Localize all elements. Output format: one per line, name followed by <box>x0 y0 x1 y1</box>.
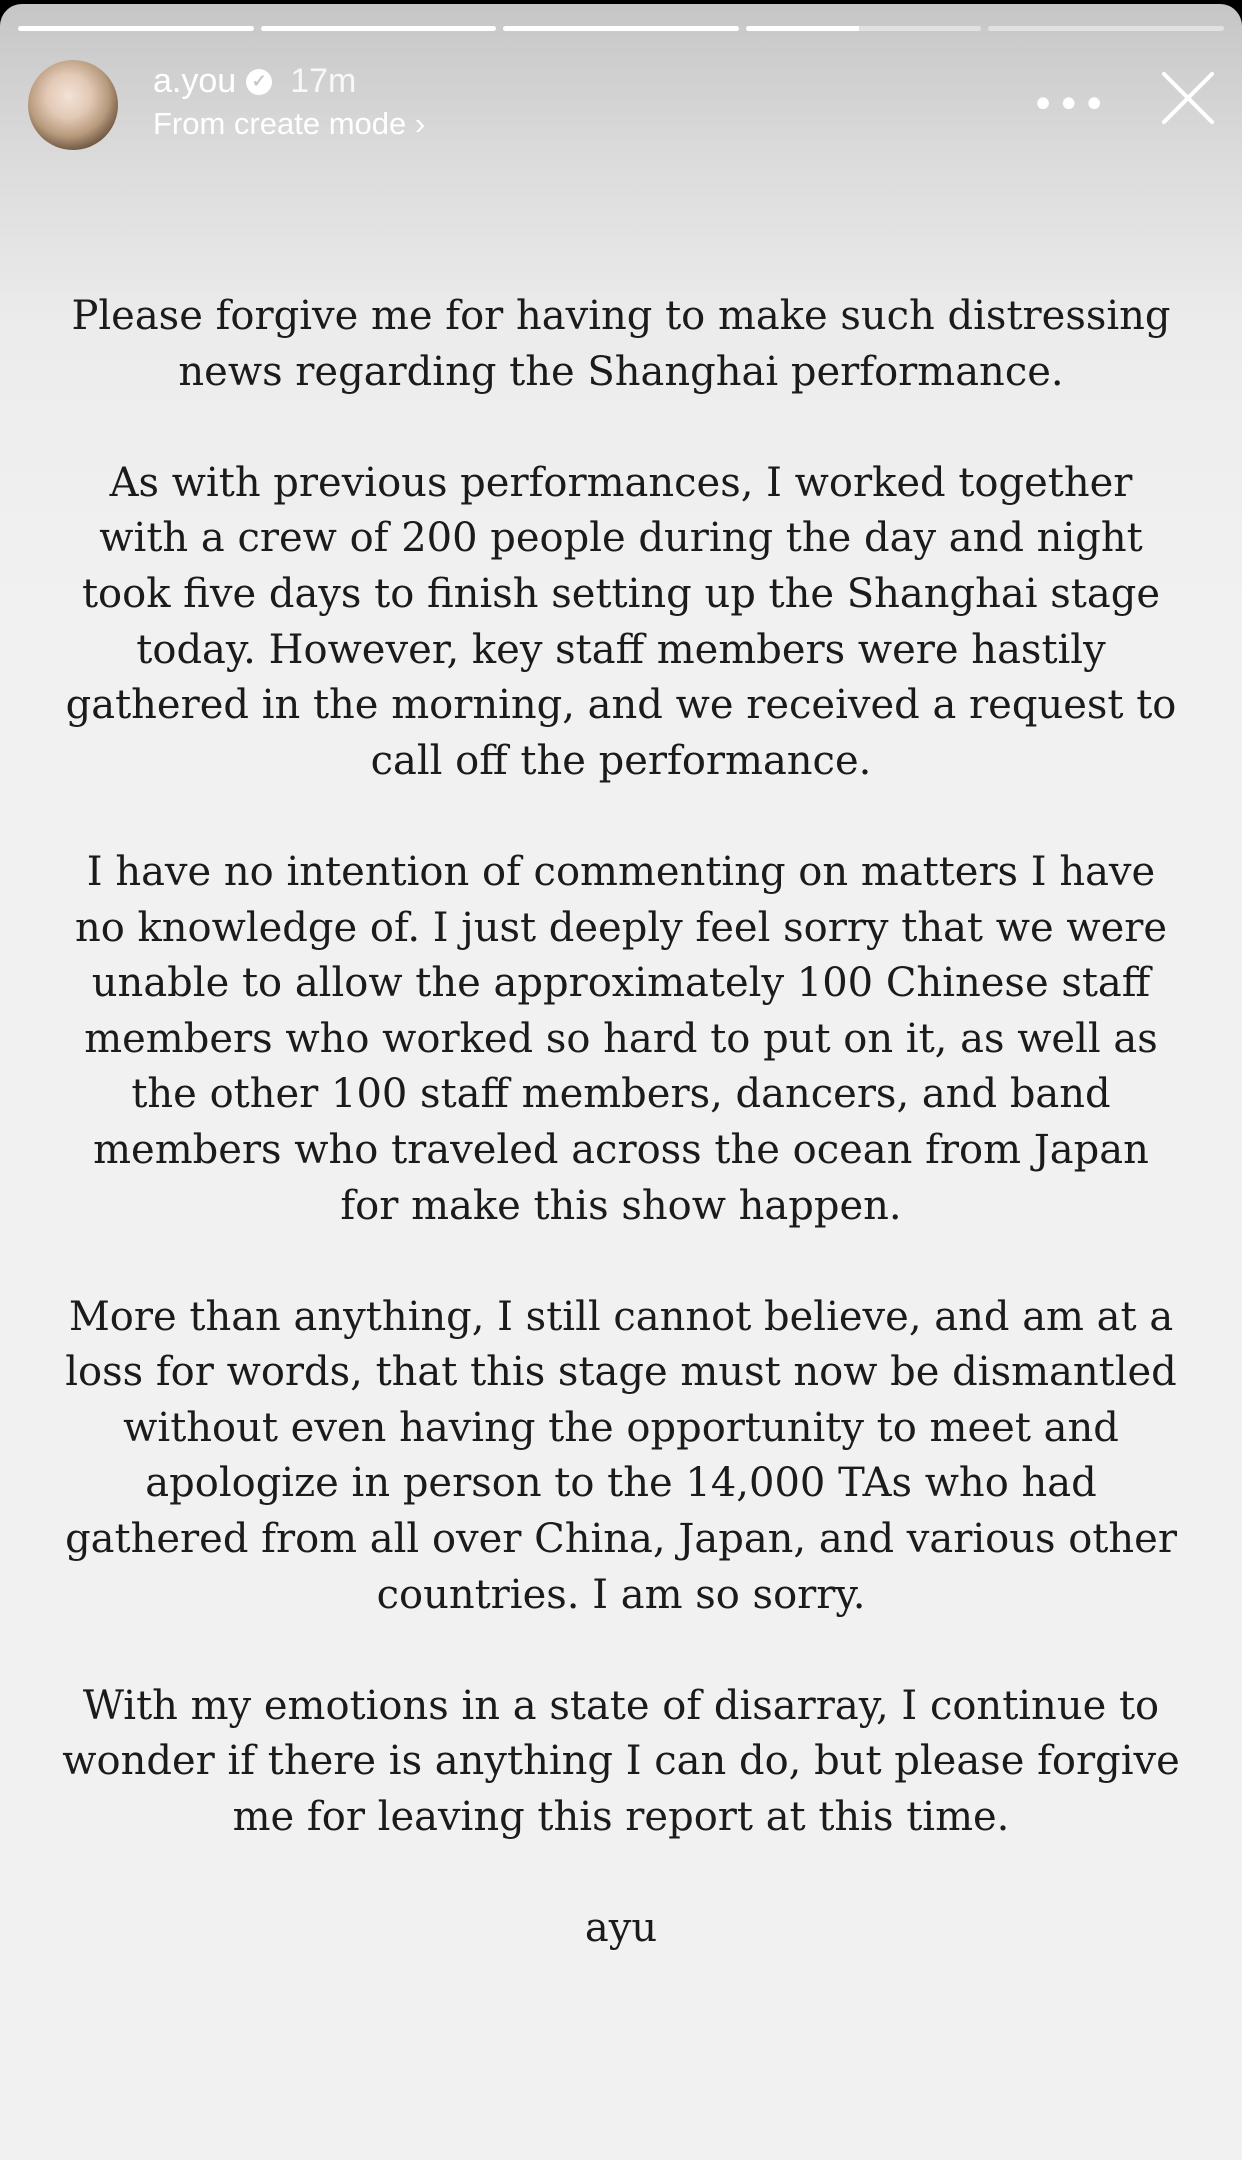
story-progress-bar <box>18 26 1224 31</box>
avatar[interactable] <box>28 60 118 150</box>
paragraph: With my emotions in a state of disarray, I continue to wonder if there is anything I can do, but please forgive me for leaving this report at this time. <box>62 1682 1180 1841</box>
post-time: 17m <box>290 62 357 100</box>
progress-segment <box>503 26 739 31</box>
paragraph: I have no intention of commenting on matters I have no knowledge of. I just deeply feel sorry that we were unable to allow the approximately 100 Chinese staff members who worked so hard to put on it, as well as the other 100 staff members, dancers, and band members who traveled across the ocean from Japan for make this show happen. <box>74 848 1168 1229</box>
story-text <box>60 289 1182 2012</box>
progress-segment <box>261 26 497 31</box>
create-mode-link[interactable]: From create mode › <box>153 106 426 141</box>
paragraph: Please forgive me for having to make such distressing news regarding the Shanghai performance. <box>71 293 1171 395</box>
story-header <box>28 60 1218 150</box>
progress-segment <box>746 26 982 31</box>
signature: ayu <box>584 1905 658 1952</box>
close-icon[interactable] <box>1158 68 1218 128</box>
progress-segment <box>18 26 254 31</box>
progress-segment <box>988 26 1224 31</box>
username[interactable]: a.you <box>153 62 237 100</box>
paragraph: More than anything, I still cannot believe, and am at a loss for words, that this stage must now be dismantled without even having the opportunity to meet and apologize in person to the 14,000 TAs who had gathered from all over China, Japan, and various other countries. I am so sorry. <box>65 1293 1177 1618</box>
more-options-icon[interactable]: ••• <box>1031 82 1108 128</box>
story-viewer[interactable] <box>0 4 1242 2160</box>
paragraph: As with previous performances, I worked together with a crew of 200 people during the day and night took five days to finish setting up the Shanghai stage today. However, key staff members were hastily gathered in the morning, and we received a request to call off the performance. <box>65 459 1177 784</box>
verified-badge-icon: ✓ <box>246 69 272 95</box>
